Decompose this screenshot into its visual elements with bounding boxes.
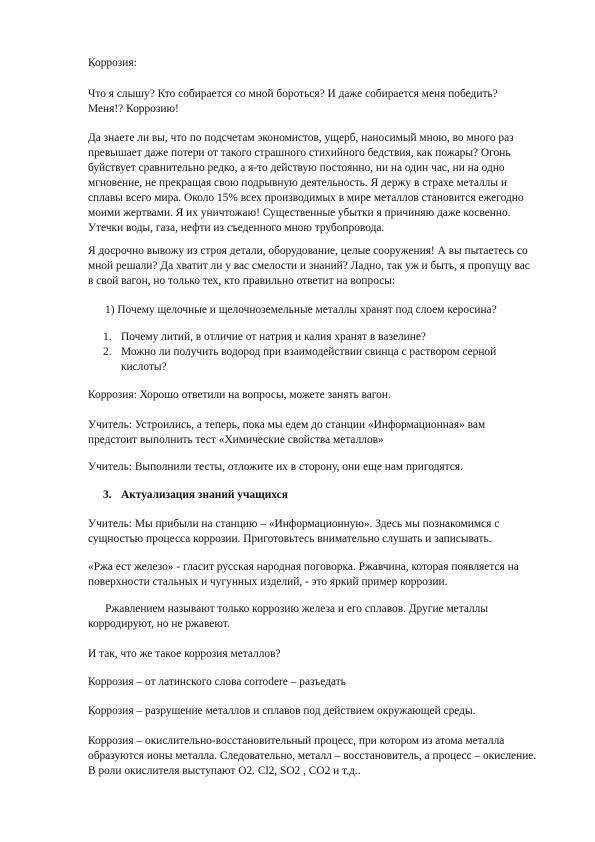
list-item: Почему литий, в отличие от натрия и калия хранят в вазелине?	[121, 331, 426, 343]
question-what-is-corrosion: И так, что же такое коррозия металлов?	[88, 648, 281, 660]
list-number: 2.	[103, 346, 112, 358]
list-item-continuation: кислоты?	[121, 361, 167, 373]
corrosion-reply: Коррозия: Хорошо ответили на вопросы, можете занять вагон.	[88, 389, 391, 401]
etymology-line: Коррозия – от латинского слова corrodere – разъедать	[88, 676, 346, 688]
challenge-paragraph: Я досрочно вывожу из строя детали, оборудование, целые сооружения! А вы пытаетесь со мной решали? Да хватит ли у вас смелости и знаний? Ладно, так уж и быть, я пропущу вас в свой вагон, но только тех, кто правильно ответит на вопросы:	[88, 245, 530, 287]
damage-paragraph: Да знаете ли вы, что по подсчетам экономистов, ущерб, наносимый мною, во много раз превышает даже потери от такого страшного стихийного бедствия, как пожары? Огонь буйствует сравнительно редко, а я-то действую постоянно, ни на один час, ни на одно мгновение, не прекращая свою подрывную деятельность. Я держу в страхе металлы и сплавы всего мира. Около 15% всех производимых в мире металлов становится ежегодно моими жертвами. Я их уничтожаю! Существенные убытки я причиняю даже косвенно. Утечки воды, газа, нефти из съеденного мною трубопровода.	[88, 132, 524, 234]
teacher-test-paragraph: Учитель: Устроились, а теперь, пока мы едем до станции «Информационная» вам предстоит выполнить тест «Химические свойства металлов»	[88, 419, 486, 446]
section-number: 3.	[103, 489, 112, 501]
redox-paragraph: Коррозия – окислительно-восстановительный процесс, при котором из атома металла образуются ионы металла. Следовательно, металл – восстановитель, а процесс – окисление. В роли окислителя выступают О2. Cl2, SO2 , CO2 и т.д..	[88, 735, 537, 777]
heading-corrosion: Коррозия:	[88, 57, 137, 69]
intro-paragraph: Что я слышу? Кто собирается со мной бороться? И даже собирается меня победить? Меня!? Коррозию!	[88, 88, 498, 115]
definition-line: Коррозия – разрушение металлов и сплавов под действием окружающей среды.	[88, 705, 476, 717]
section-title: Актуализация знаний учащихся	[121, 489, 288, 501]
proverb-paragraph: «Ржа ест железо» - гласит русская народная поговорка. Ржавчина, которая появляется на поверхности стальных и чугунных изделий, - это яркий пример коррозии.	[88, 561, 519, 588]
teacher-tests-done: Учитель: Выполнили тесты, отложите их в сторону, они еще нам пригодятся.	[88, 461, 463, 473]
list-number: 1.	[103, 331, 112, 343]
numbered-questions	[103, 330, 558, 375]
teacher-station-paragraph: Учитель: Мы прибыли на станцию – «Информационную». Здесь мы познакомимся с сущностью процесса коррозии. Приготовьтесь внимательно слушать и записывать.	[88, 518, 500, 545]
question-kerosene: 1) Почему щелочные и щелочноземельные металлы хранят под слоем керосина?	[105, 304, 497, 316]
section-heading	[103, 488, 558, 503]
rusting-paragraph: Ржавлением называют только коррозию железа и его сплавов. Другие металлы корродируют, но не ржавеют.	[88, 603, 489, 630]
list-item: Можно ли получить водород при взаимодействии свинца с раствором серной	[121, 346, 497, 358]
